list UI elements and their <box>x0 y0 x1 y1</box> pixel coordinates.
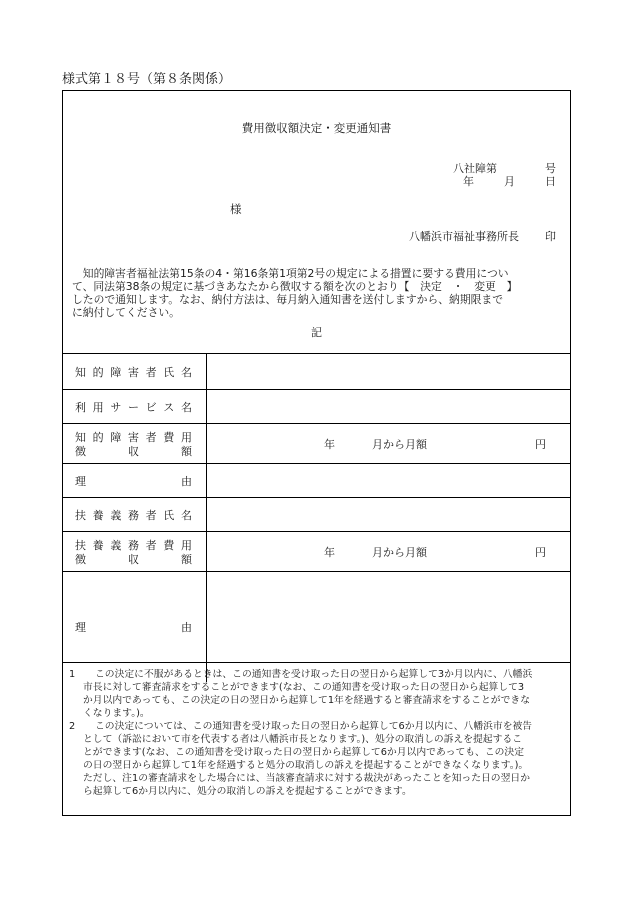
table-row-guardian-name <box>63 498 570 532</box>
fee-month-label: 月から月額 <box>372 438 427 451</box>
note-number: 2 <box>69 721 76 732</box>
row-label-char: 用 <box>92 401 104 414</box>
table-row-person-fee <box>63 424 570 464</box>
row-label-char: 義 <box>110 539 122 552</box>
date-day: 日 <box>545 175 556 188</box>
row-label-char: 額 <box>181 445 192 458</box>
table-row-reason <box>63 464 570 498</box>
row-label-char: 者 <box>145 431 157 444</box>
notice-frame <box>62 90 571 816</box>
note-line: として（訴訟において市を代表する者は八幡浜市長となります。)、処分の取消しの訴えを提起するこ <box>83 734 522 745</box>
recipient-suffix: 様 <box>230 202 242 216</box>
note-line: とができます(なお、この通知書を受け取った日の翌日から起算して6か月以内であっても、この決定 <box>83 747 525 758</box>
issuer <box>409 228 556 244</box>
document-number-prefix: 八社障第 <box>453 162 497 175</box>
date-year: 年 <box>463 175 474 188</box>
person-name-field[interactable] <box>207 354 570 389</box>
row-label-char: 養 <box>92 539 104 552</box>
note-line: くなります。)。 <box>83 708 150 719</box>
issue-date <box>463 173 556 189</box>
row-label-line <box>75 507 192 523</box>
row-label-line <box>75 364 192 380</box>
row-label-char: 扶 <box>75 539 86 552</box>
row-label-char: 的 <box>92 366 104 379</box>
fee-table <box>63 353 570 682</box>
row-label-char: 由 <box>181 475 192 488</box>
row-label-char: 知 <box>75 366 86 379</box>
row-label <box>63 424 207 463</box>
row-label <box>63 390 207 423</box>
note-line: か月以内であっても、この決定の日の翌日から起算して1年を経過すると審査請求をすることができな <box>83 695 530 706</box>
row-label-char: 収 <box>128 445 139 458</box>
person-fee-field[interactable] <box>207 424 570 463</box>
note-line: の日の翌日から起算して1年を経過すると処分の取消しの訴えを提起することができなくなります。)。 <box>83 760 529 771</box>
ki-heading: 記 <box>311 326 322 339</box>
notice-body-line: 知的障害者福祉法第15条の4・第16条第1項第2号の規定による措置に要する費用につい <box>72 267 509 280</box>
fee-yen-label: 円 <box>535 546 546 559</box>
row-label-char: 障 <box>110 431 122 444</box>
row-label <box>63 498 207 531</box>
row-label <box>63 354 207 389</box>
row-label-char: 知 <box>75 431 86 444</box>
note-line: ら起算して6か月以内に、処分の取消しの訴えを提起することができます。 <box>83 786 412 797</box>
note-line: ただし、注1の審査請求をした場合には、当該審査請求に対する裁決があったことを知った日の翌日か <box>83 773 530 784</box>
row-label-char: 徴 <box>75 553 86 566</box>
row-label-char: ー <box>127 401 139 414</box>
row-label-char: 由 <box>181 621 192 634</box>
fee-year-label: 年 <box>324 438 335 451</box>
table-row-person-name <box>63 354 570 390</box>
row-label-char: ス <box>163 401 175 414</box>
row-label-line <box>75 619 192 635</box>
row-label-char: サ <box>110 401 122 414</box>
row-label-char: 害 <box>127 366 139 379</box>
row-label-char: 氏 <box>163 366 175 379</box>
row-label <box>63 464 207 497</box>
note-line: この決定については、この通知書を受け取った日の翌日から起算して6か月以内に、八幡浜市を被告 <box>95 721 533 732</box>
row-label-char: 額 <box>181 553 192 566</box>
form-number-label: 様式第１８号（第８条関係） <box>62 72 232 87</box>
row-label-char: 理 <box>75 621 86 634</box>
note-text <box>83 668 564 720</box>
note-number: 1 <box>69 669 76 680</box>
row-label-char: 義 <box>110 509 122 522</box>
row-label-char: 利 <box>75 401 86 414</box>
row-label-char: 費 <box>163 539 175 552</box>
row-label-line <box>75 399 192 415</box>
row-label-char: 害 <box>127 431 139 444</box>
row-label-char: ビ <box>145 401 157 414</box>
notice-title: 費用徴収額決定・変更通知書 <box>241 121 392 135</box>
row-label-char: 務 <box>127 509 139 522</box>
row-label-char: 徴 <box>75 445 86 458</box>
service-name-field[interactable] <box>207 390 570 423</box>
row-label-char: 用 <box>180 539 192 552</box>
row-label-char: 名 <box>180 366 192 379</box>
row-label-char: 収 <box>128 553 139 566</box>
guardian-fee-field[interactable] <box>207 532 570 571</box>
row-label-char: 名 <box>180 509 192 522</box>
row-label-char: 者 <box>145 539 157 552</box>
row-label-char: 的 <box>92 431 104 444</box>
row-label-char: 名 <box>180 401 192 414</box>
row-label-char: 理 <box>75 475 86 488</box>
notice-body-line: したので通知します。なお、納付方法は、毎月納入通知書を送付しますから、納期限まで <box>72 293 504 306</box>
seal-mark: 印 <box>545 230 556 243</box>
row-label-line <box>75 473 192 489</box>
note-text <box>83 720 564 798</box>
row-label-char: 務 <box>127 539 139 552</box>
fee-year-label: 年 <box>324 546 335 559</box>
row-label-char: 扶 <box>75 509 86 522</box>
guardian-name-field[interactable] <box>207 498 570 531</box>
notes-section <box>63 662 570 815</box>
row-label-char: 氏 <box>163 509 175 522</box>
issuer-name: 八幡浜市福祉事務所長 <box>409 230 519 243</box>
row-label-line <box>75 443 192 459</box>
note-item <box>69 720 564 798</box>
reason-field[interactable] <box>207 464 570 497</box>
row-label <box>63 532 207 571</box>
note-item <box>69 668 564 720</box>
fee-yen-label: 円 <box>535 438 546 451</box>
date-month: 月 <box>504 175 515 188</box>
row-label-char: 者 <box>145 366 157 379</box>
table-row-service-name <box>63 390 570 424</box>
note-line: 市長に対して審査請求をすることができます(なお、この通知書を受け取った日の翌日から起算して3 <box>83 682 525 693</box>
row-label-char: 障 <box>110 366 122 379</box>
notice-body-line: に納付してください。 <box>72 306 180 319</box>
fee-month-label: 月から月額 <box>372 546 427 559</box>
row-label-char: 費 <box>163 431 175 444</box>
notice-body-line: て、同法第38条の規定に基づきあなたから徴収する額を次のとおり【 決定 ・ 変更 】 <box>72 280 518 293</box>
note-line: この決定に不服があるときは、この通知書を受け取った日の翌日から起算して3か月以内に、八幡浜 <box>95 669 533 680</box>
row-label-char: 用 <box>180 431 192 444</box>
notice-body <box>72 267 561 319</box>
row-label-char: 者 <box>145 509 157 522</box>
document-number-suffix: 号 <box>545 162 556 175</box>
row-label-char: 養 <box>92 509 104 522</box>
table-row-guardian-fee <box>63 532 570 572</box>
row-label-line <box>75 551 192 567</box>
